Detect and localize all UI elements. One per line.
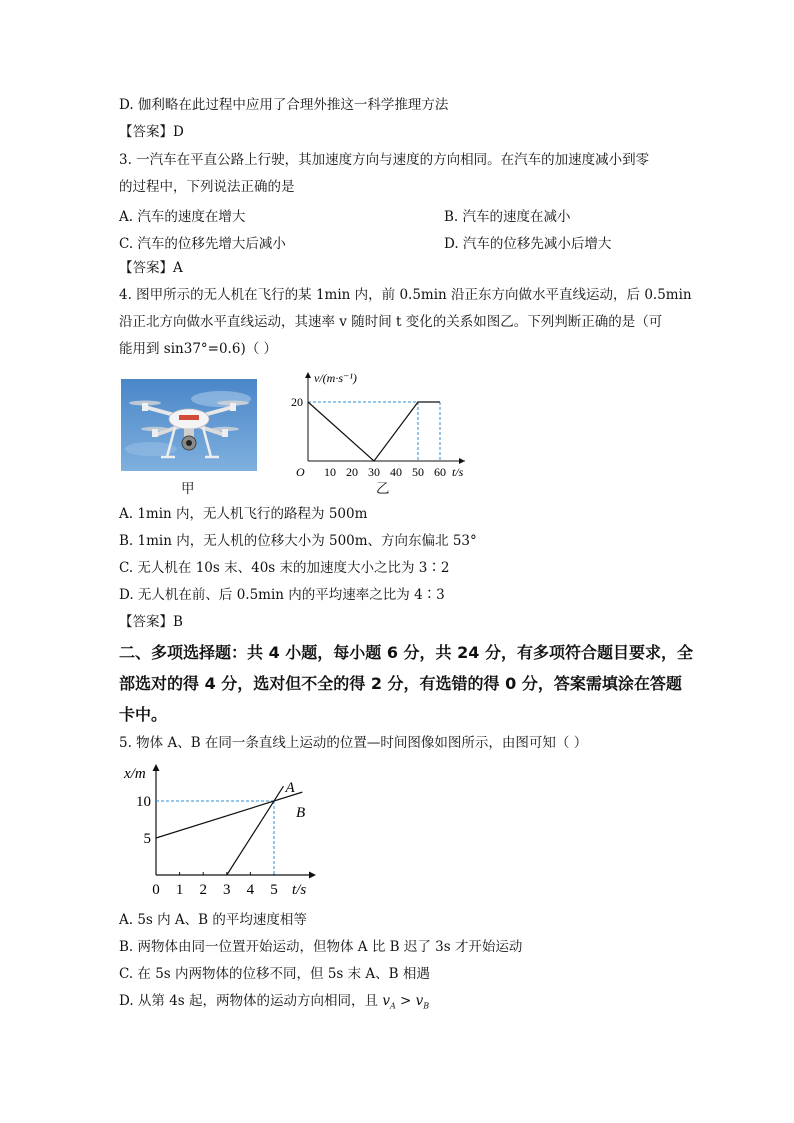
q5-option-d xyxy=(119,992,429,1016)
q5-option-d-formula: $v_A > v_B$ xyxy=(382,993,430,1011)
q4-option-d: D. 无人机在前、后 0.5min 内的平均速率之比为 4∶3 xyxy=(119,587,445,603)
y-tick-label: 10 xyxy=(136,794,151,810)
q4-option-c: C. 无人机在 10s 末、40s 末的加速度大小之比为 3∶2 xyxy=(119,560,450,576)
q4-stem-line2: 沿正北方向做水平直线运动，其速率 v 随时间 t 变化的关系如图乙。下列判断正确的是（可 xyxy=(119,314,663,330)
series-a-line xyxy=(227,786,284,875)
y-axis-label: v/(m·s⁻¹) xyxy=(314,371,357,385)
y-axis-label: x/m xyxy=(124,766,146,782)
x-tick-label: 5 xyxy=(270,882,278,898)
q3-option-d: D. 汽车的位移先减小后增大 xyxy=(444,236,612,252)
q3-stem-line1: 3. 一汽车在平直公路上行驶，其加速度方向与速度的方向相同。在汽车的加速度减小到零 xyxy=(119,152,650,168)
y-tick-label: 5 xyxy=(143,831,151,847)
vt-chart xyxy=(285,362,475,486)
section2-line3: 卡中。 xyxy=(119,705,168,724)
fig-jia-label: 甲 xyxy=(181,481,195,497)
x-tick-label: 30 xyxy=(368,465,380,479)
x-tick-label: 2 xyxy=(199,882,207,898)
q4-answer: 【答案】B xyxy=(119,614,183,630)
x-tick-label: 10 xyxy=(324,465,336,479)
q3-option-c: C. 汽车的位移先增大后减小 xyxy=(119,236,286,252)
q3-option-a: A. 汽车的速度在增大 xyxy=(119,209,246,225)
q5-stem: 5. 物体 A、B 在同一条直线上运动的位置—时间图像如图所示，由图可知（ ） xyxy=(119,735,588,751)
x-tick-label: 40 xyxy=(390,465,402,479)
x-tick-label: 1 xyxy=(175,882,184,898)
q3-stem-line2: 的过程中，下列说法正确的是 xyxy=(119,179,295,195)
q2-option-d: D. 伽利略在此过程中应用了合理外推这一科学推理方法 xyxy=(119,97,449,113)
q4-stem-line1: 4. 图甲所示的无人机在飞行的某 1min 内，前 0.5min 沿正东方向做水平直线运动，后 0.5min xyxy=(119,287,692,303)
y-tick-label: 20 xyxy=(291,395,303,409)
series-a-label: A xyxy=(285,780,295,797)
section2-line1: 二、多项选择题：共 4 小题，每小题 6 分，共 24 分，有多项符合题目要求，全 xyxy=(119,643,693,662)
drone-photo xyxy=(121,379,257,471)
fig-yi-label: 乙 xyxy=(376,481,390,497)
q5-option-a: A. 5s 内 A、B 的平均速度相等 xyxy=(119,912,307,928)
q5-option-b: B. 两物体由同一位置开始运动，但物体 A 比 B 迟了 3s 才开始运动 xyxy=(119,939,523,955)
q5-option-d-text: D. 从第 4s 起，两物体的运动方向相同，且 xyxy=(119,993,383,1009)
xt-chart xyxy=(120,756,330,904)
x-axis-label: t/s xyxy=(292,882,307,898)
x-tick-label: 4 xyxy=(246,882,255,898)
y-axis-arrow xyxy=(153,764,160,771)
x-tick-label: 50 xyxy=(412,465,424,479)
y-axis-arrow xyxy=(305,372,311,378)
series-b-label: B xyxy=(296,805,306,821)
q3-option-b: B. 汽车的速度在减小 xyxy=(444,209,571,225)
q2-answer: 【答案】D xyxy=(119,124,184,140)
x-tick-label: 20 xyxy=(346,465,358,479)
vt-series-line xyxy=(308,402,440,461)
xt-chart-svg xyxy=(120,756,330,900)
x-axis-arrow xyxy=(309,872,316,879)
x-tick-label: 3 xyxy=(223,882,231,898)
series-b-line xyxy=(156,792,302,838)
q4-option-b: B. 1min 内，无人机的位移大小为 500m、方向东偏北 53° xyxy=(119,533,477,549)
x-axis-label: t/s xyxy=(452,465,464,479)
origin-label: O xyxy=(296,465,305,479)
q5-option-c: C. 在 5s 内两物体的位移不同，但 5s 末 A、B 相遇 xyxy=(119,966,430,982)
q3-answer: 【答案】A xyxy=(119,260,183,276)
drone-image xyxy=(121,379,257,471)
x-tick-label: 60 xyxy=(434,465,446,479)
x-tick-label: 0 xyxy=(152,882,160,898)
q4-stem-line3: 能用到 sin37°=0.6)（ ） xyxy=(119,341,277,357)
vt-chart-svg xyxy=(285,362,475,482)
q4-option-a: A. 1min 内，无人机飞行的路程为 500m xyxy=(119,506,368,522)
x-axis-arrow xyxy=(459,458,465,464)
section2-line2: 部选对的得 4 分，选对但不全的得 2 分，有选错的得 0 分，答案需填涂在答题 xyxy=(119,674,682,693)
